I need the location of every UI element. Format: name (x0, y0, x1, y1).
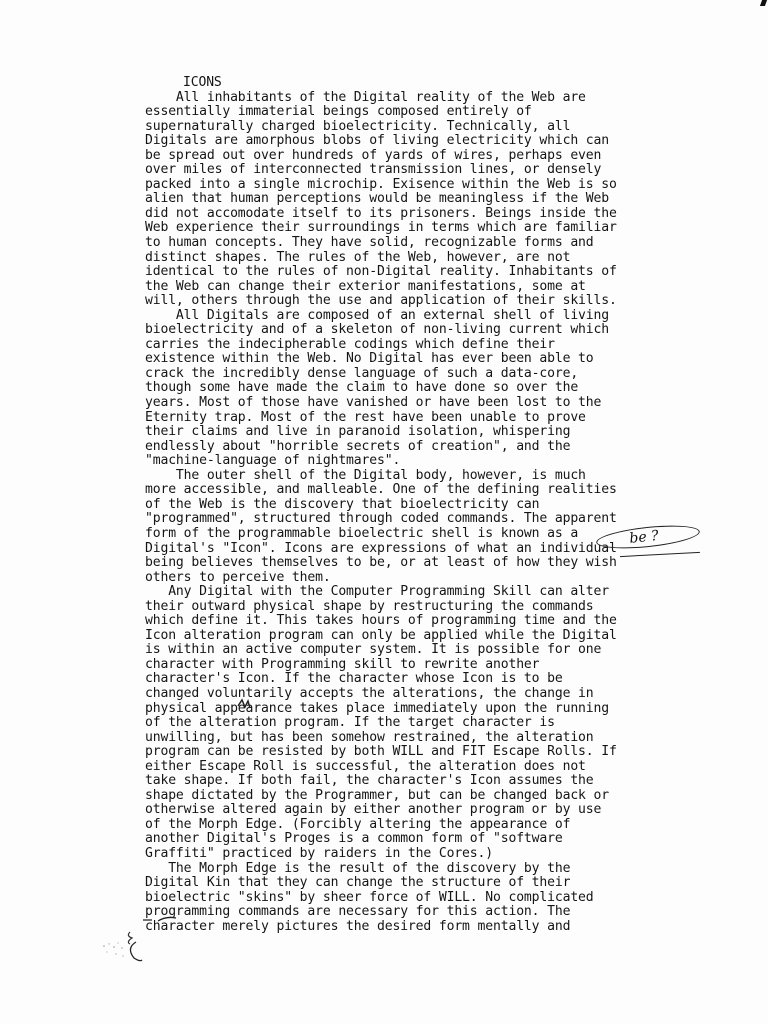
text-line: Any Digital with the Computer Programming Skill can alter (145, 584, 609, 600)
text-line: character merely pictures the desired form mentally and (145, 918, 571, 934)
text-line: otherwise altered again by either another program or by use (145, 802, 602, 818)
text-line: "programmed", structured through coded commands. The apparent (145, 511, 617, 527)
text-line: Web experience their surroundings in terms which are familiar (145, 220, 617, 236)
text-line: supernaturally charged bioelectricity. Technically, all (145, 118, 571, 134)
text-line: of the Web is the discovery that bioelectricity can (145, 496, 540, 512)
text-line: physical appearance takes place immediately upon the running (145, 700, 609, 716)
corner-mark (760, 0, 767, 6)
margin-dash-mark (142, 915, 182, 923)
text-line: another Digital's Proges is a common form of "software (145, 831, 563, 847)
text-line: years. Most of those have vanished or have been lost to the (145, 395, 602, 411)
text-line: identical to the rules of non-Digital reality. Inhabitants of (145, 264, 617, 280)
text-line: distinct shapes. The rules of the Web, however, are not (145, 249, 571, 265)
document-body (145, 91, 705, 935)
text-line: over miles of interconnected transmission lines, or densely (145, 162, 602, 178)
text-line: programming commands are necessary for this action. The (145, 904, 571, 920)
text-line: endlessly about "horrible secrets of creation", and the (145, 438, 571, 454)
text-line: packed into a single microchip. Exisence within the Web is so (145, 176, 617, 192)
text-line: unwilling, but has been somehow restrained, the alteration (145, 729, 594, 745)
text-line: Eternity trap. Most of the rest have been unable to prove (145, 409, 586, 425)
document-heading: ICONS (183, 75, 222, 90)
text-line: to human concepts. They have solid, recognizable forms and (145, 235, 594, 251)
text-line: of the alteration program. If the target character is (145, 715, 555, 731)
text-line: the Web can change their exterior manifestations, some at (145, 278, 586, 294)
text-line: though some have made the claim to have done so over the (145, 380, 579, 396)
text-line: shape dictated by the Programmer, but can be changed back or (145, 787, 609, 803)
text-line: All Digitals are composed of an external shell of living (145, 307, 609, 323)
text-line: of the Morph Edge. (Forcibly altering the appearance of (145, 816, 571, 832)
text-line: changed voluntarily accepts the alterations, the change in (145, 685, 594, 701)
text-line: Digital Kin that they can change the structure of their (145, 875, 571, 891)
ink-smudge (236, 698, 252, 712)
text-line: alien that human perceptions would be meaningless if the Web (145, 191, 609, 207)
text-line: will, others through the use and application of their skills. (145, 293, 617, 309)
text-line: either Escape Roll is successful, the alteration does not (145, 758, 586, 774)
text-line: "machine-language of nightmares". (145, 453, 401, 469)
text-line: crack the incredibly dense language of such a data-core, (145, 365, 579, 381)
text-line: Graffiti" practiced by raiders in the Cores.) (145, 845, 493, 861)
text-line: bioelectricity and of a skeleton of non-living current which (145, 322, 609, 338)
text-line: form of the programmable bioelectric shell is known as a (145, 525, 579, 541)
document-text (145, 76, 705, 934)
annotation-text: be ? (628, 527, 660, 547)
text-line: The outer shell of the Digital body, however, is much (145, 467, 586, 483)
text-line: their outward physical shape by restructuring the commands (145, 598, 594, 614)
text-line: bioelectric "skins" by sheer force of WILL. No complicated (145, 889, 594, 905)
text-line: existence within the Web. No Digital has ever been able to (145, 351, 594, 367)
text-line: more accessible, and malleable. One of the defining realities (145, 482, 617, 498)
text-line: character's Icon. If the character whose Icon is to be (145, 671, 563, 687)
text-line: program can be resisted by both WILL and FIT Escape Rolls. If (145, 744, 617, 760)
text-line: their claims and live in paranoid isolation, whispering (145, 424, 571, 440)
text-line: Digitals are amorphous blobs of living electricity which can (145, 133, 609, 149)
text-line: carries the indecipherable codings which define their (145, 336, 555, 352)
margin-scribble (96, 926, 144, 976)
text-line: is within an active computer system. It is possible for one (145, 642, 602, 658)
text-line: Icon alteration program can only be applied while the Digital (145, 627, 617, 643)
text-line: Digital's "Icon". Icons are expressions of what an individual (145, 540, 617, 556)
text-line: which define it. This takes hours of programming time and the (145, 613, 617, 629)
text-line: essentially immaterial beings composed entirely of (145, 104, 532, 120)
text-line: did not accomodate itself to its prisoners. Beings inside the (145, 205, 617, 221)
text-line: being believes themselves to be, or at least of how they wish (145, 555, 617, 571)
text-line: take shape. If both fail, the character's Icon assumes the (145, 773, 594, 789)
text-line: All inhabitants of the Digital reality of the Web are (145, 89, 586, 105)
text-line: The Morph Edge is the result of the discovery by the (145, 860, 571, 876)
text-line: character with Programming skill to rewrite another (145, 656, 540, 672)
text-line: others to perceive them. (145, 569, 331, 585)
text-line: be spread out over hundreds of yards of wires, perhaps even (145, 147, 602, 163)
